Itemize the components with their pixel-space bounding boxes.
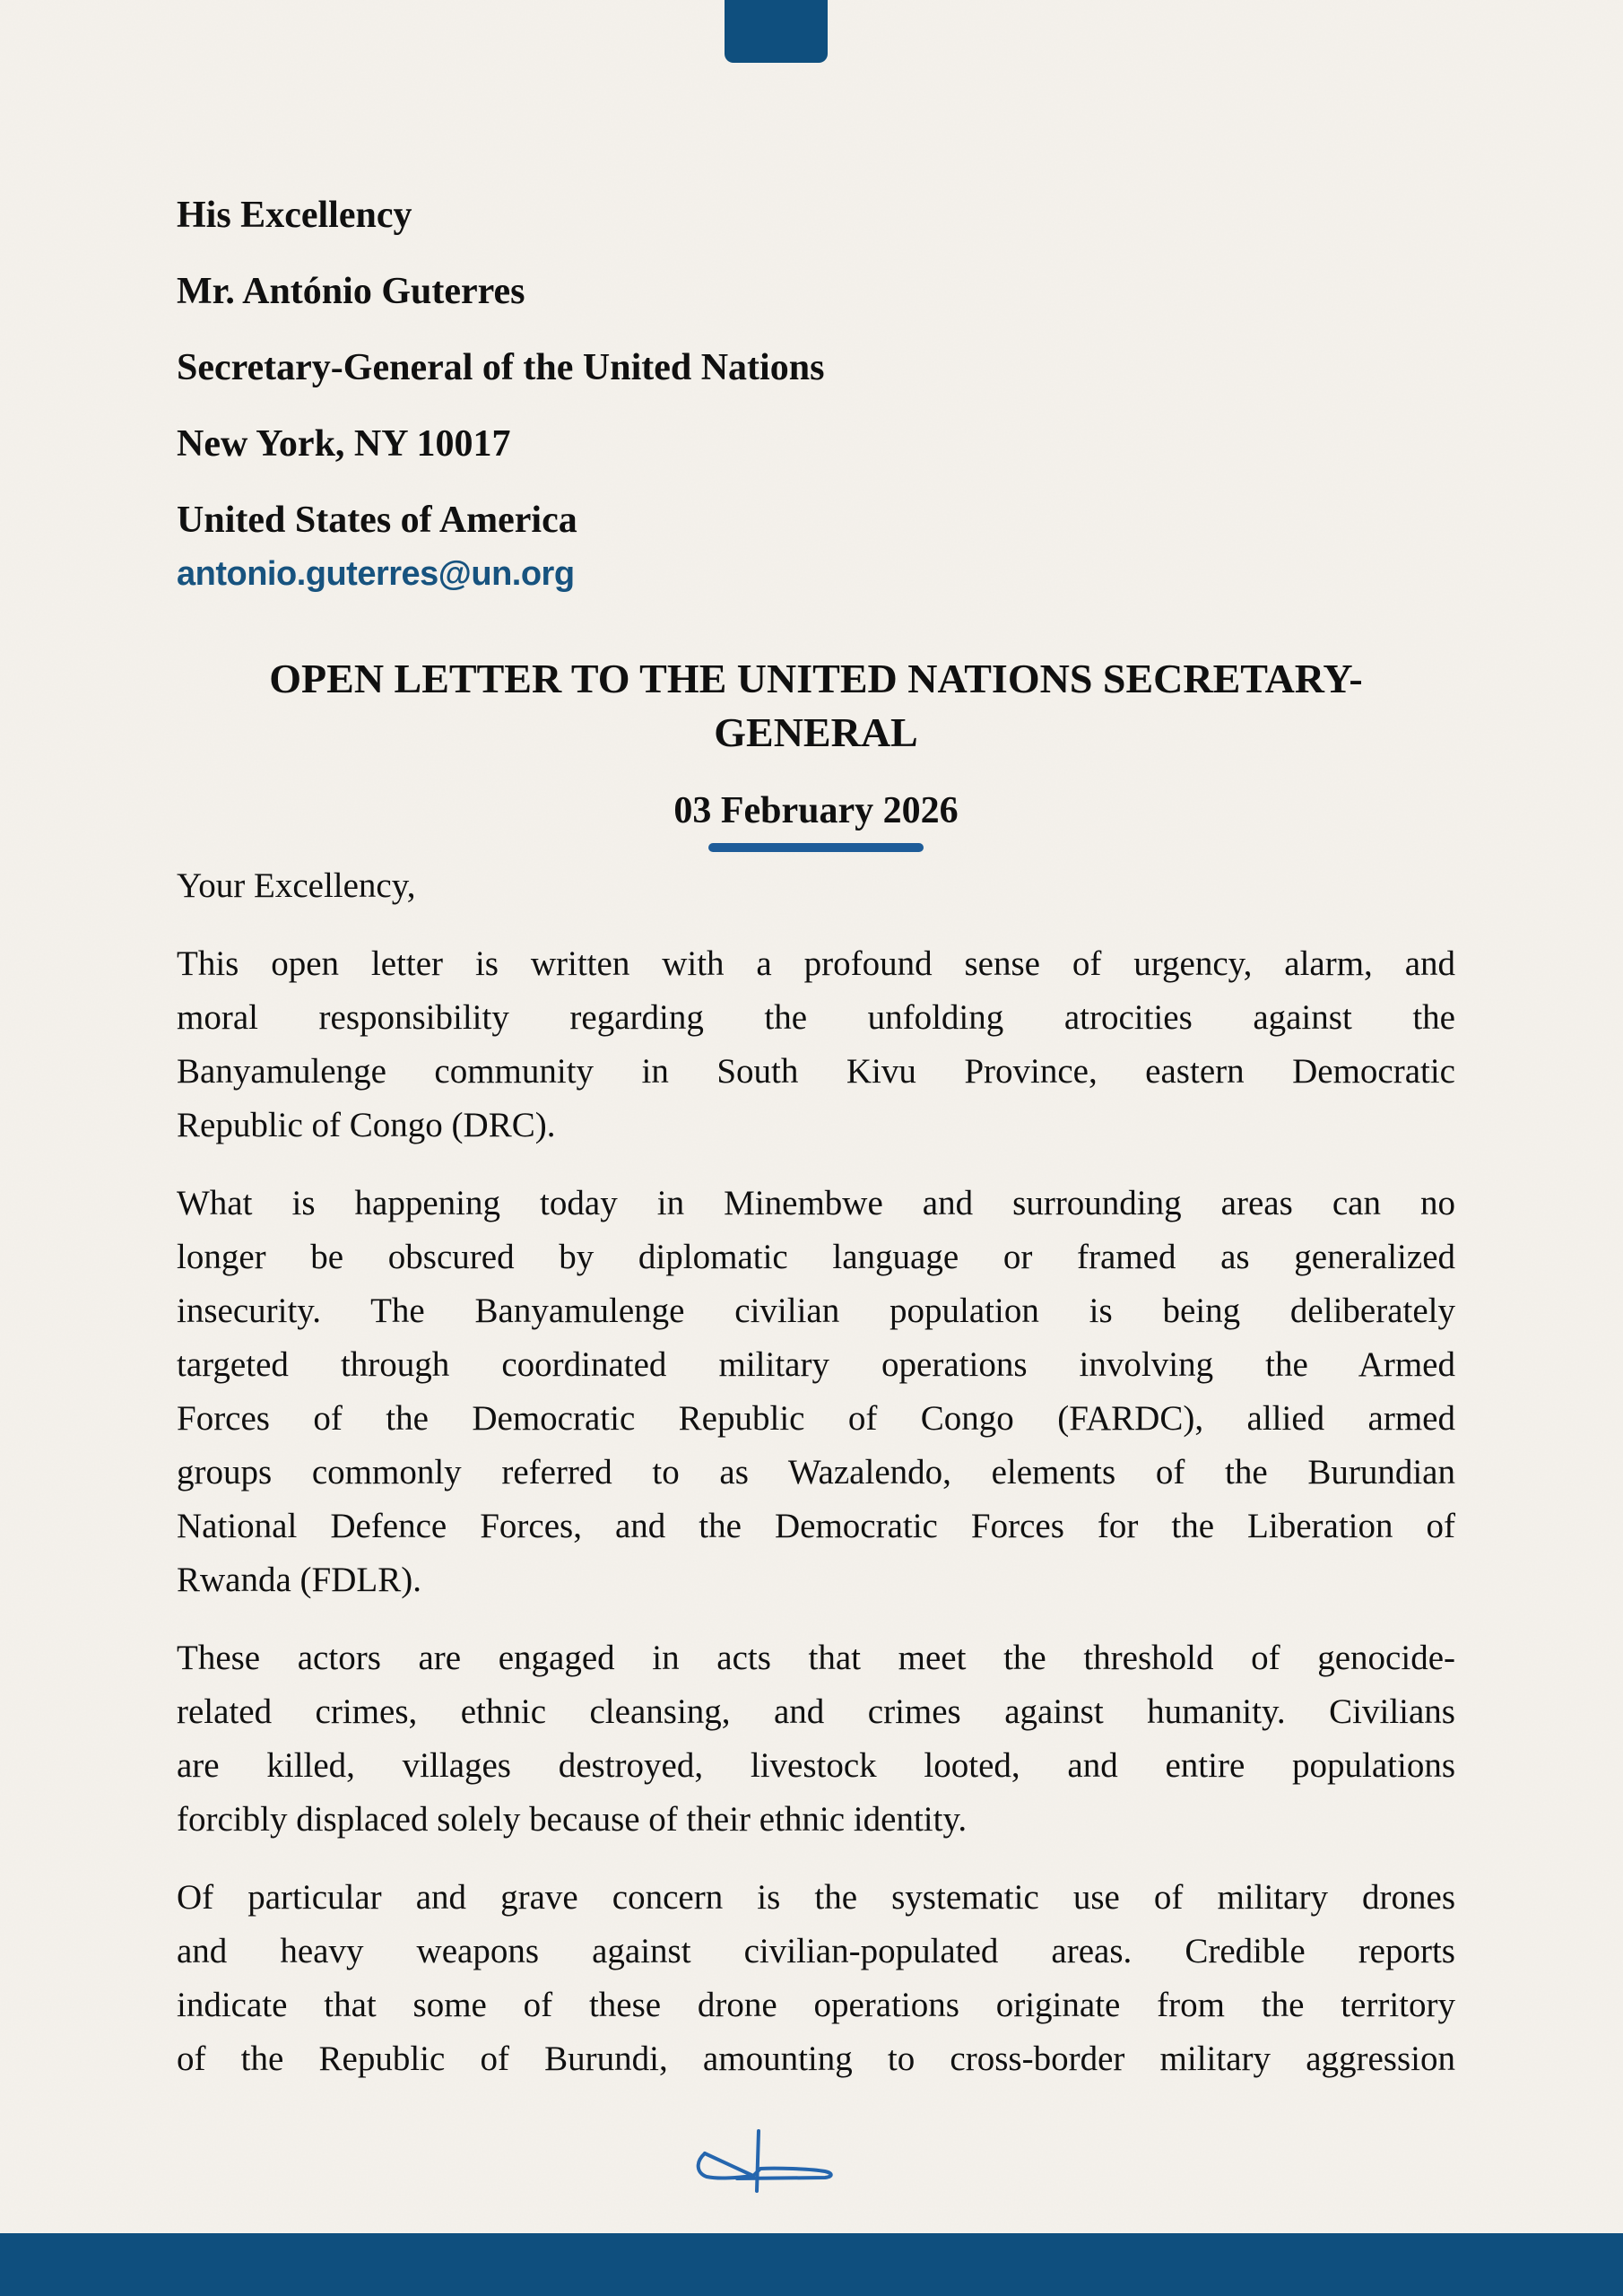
recipient-address-block — [177, 178, 1455, 559]
paragraph-line: Rwanda (FDLR). — [177, 1561, 421, 1599]
recipient-line: New York, NY 10017 — [177, 423, 511, 465]
salutation: Your Excellency, — [177, 866, 416, 905]
recipient-line: His Excellency — [177, 195, 412, 236]
body-paragraph — [177, 1177, 1455, 1607]
letter-title-line: OPEN LETTER TO THE UNITED NATIONS SECRETARY- — [269, 656, 1363, 701]
body-paragraph — [177, 1631, 1455, 1847]
paragraph-line: What is happening today in Minembwe and surrounding areas can no — [177, 1184, 1455, 1222]
letter-title-line: GENERAL — [714, 709, 918, 755]
paragraph-line: Republic of Congo (DRC). — [177, 1106, 556, 1144]
paragraph-line: forcibly displaced solely because of their ethnic identity. — [177, 1800, 968, 1839]
letter-body — [177, 937, 1455, 2086]
paragraph-line: Forces of the Democratic Republic of Congo (FARDC), allied armed — [177, 1399, 1455, 1438]
letter-date: 03 February 2026 — [673, 790, 959, 831]
body-paragraph — [177, 1871, 1455, 2086]
signature-scribble — [681, 2119, 843, 2218]
footer-bar — [0, 2233, 1623, 2296]
paragraph-line: and heavy weapons against civilian-populated areas. Credible reports — [177, 1932, 1455, 1970]
paragraph-line: longer be obscured by diplomatic language or framed as generalized — [177, 1238, 1455, 1276]
paragraph-line: indicate that some of these drone operations originate from the territory — [177, 1986, 1455, 2024]
paragraph-line: Banyamulenge community in South Kivu Province, eastern Democratic — [177, 1052, 1455, 1091]
recipient-email-link[interactable]: antonio.guterres@un.org — [177, 555, 575, 593]
body-paragraph — [177, 937, 1455, 1152]
letter-title — [177, 652, 1455, 760]
paragraph-line: are killed, villages destroyed, livestock looted, and entire populations — [177, 1746, 1455, 1785]
paragraph-line: Of particular and grave concern is the systematic use of military drones — [177, 1878, 1455, 1917]
paragraph-line: This open letter is written with a profound sense of urgency, alarm, and — [177, 944, 1455, 983]
paragraph-line: These actors are engaged in acts that meet the threshold of genocide- — [177, 1639, 1455, 1677]
paragraph-line: of the Republic of Burundi, amounting to cross-border military aggression — [177, 2039, 1455, 2078]
paragraph-line: targeted through coordinated military operations involving the Armed — [177, 1345, 1455, 1384]
paragraph-line: groups commonly referred to as Wazalendo, elements of the Burundian — [177, 1453, 1455, 1492]
paragraph-line: insecurity. The Banyamulenge civilian population is being deliberately — [177, 1292, 1455, 1330]
paragraph-line: related crimes, ethnic cleansing, and crimes against humanity. Civilians — [177, 1692, 1455, 1731]
paragraph-line: moral responsibility regarding the unfolding atrocities against the — [177, 998, 1455, 1037]
paragraph-line: National Defence Forces, and the Democratic Forces for the Liberation of — [177, 1507, 1455, 1545]
date-underline-decoration — [708, 843, 924, 852]
recipient-line: United States of America — [177, 500, 577, 541]
recipient-line: Mr. António Guterres — [177, 271, 525, 312]
recipient-line: Secretary-General of the United Nations — [177, 347, 825, 388]
letter-content — [177, 0, 1455, 2086]
